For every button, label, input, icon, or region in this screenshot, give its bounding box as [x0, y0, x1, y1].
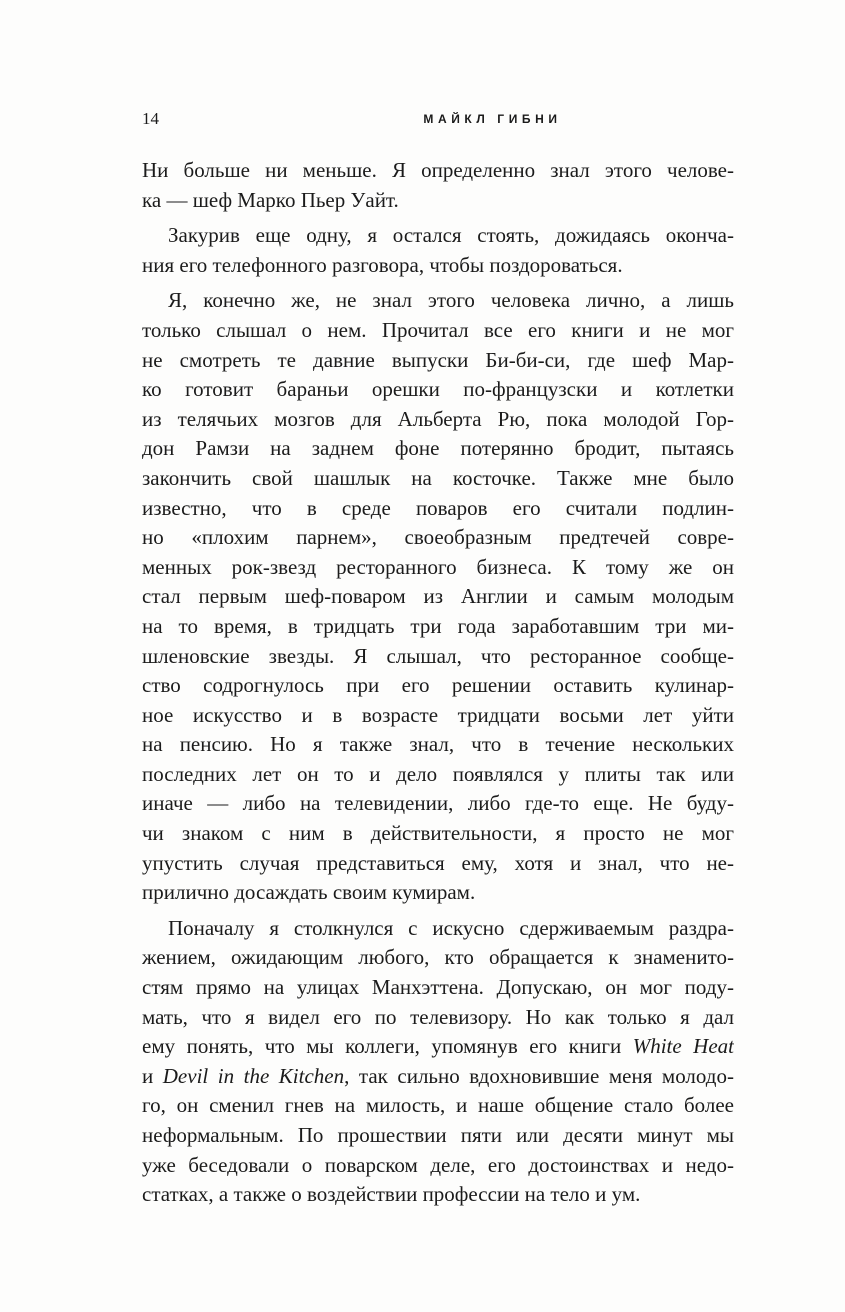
book-title-white-heat: White Heat [632, 1034, 734, 1059]
text-line: последних лет он то и дело появлялся у плиты так или [142, 761, 734, 786]
text-line: чи знаком с ним в действительности, я просто не мог [142, 821, 734, 846]
text-line: ство содрогнулось при его решении оставить кулинар- [142, 673, 734, 698]
text-line: уже беседовали о поварском деле, его достоинствах и недо- [142, 1152, 734, 1177]
text-line: но «плохим парнем», своеобразным предтечей совре- [142, 525, 734, 550]
body-text [142, 156, 734, 1210]
text-line: жением, ожидающим любого, кто обращается к знаменито- [142, 945, 734, 970]
text-line: Поначалу я столкнулся с искусно сдерживаемым раздра- [168, 915, 734, 940]
text-line [142, 1032, 734, 1062]
text-line: на то время, в тридцать три года заработавшим три ми- [142, 613, 734, 638]
text-line: из телячьих мозгов для Альберта Рю, пока молодой Гор- [142, 406, 734, 431]
text-line: закончить свой шашлык на косточке. Также мне было [142, 465, 734, 490]
text-line: прилично досаждать своим кумирам. [142, 880, 476, 905]
text-line [142, 1062, 734, 1092]
running-head [142, 109, 733, 133]
book-title-devil-in-the-kitchen: Devil in the Kitchen [162, 1063, 345, 1088]
text-line: на пенсию. Но я также знал, что в течение нескольких [142, 732, 734, 757]
text-line: Закурив еще одну, я остался стоять, дожидаясь оконча- [168, 223, 734, 248]
text-line: ное искусство и в возрасте тридцати восьми лет уйти [142, 702, 734, 727]
text-line: ния его телефонного разговора, чтобы поздороваться. [142, 252, 623, 277]
text-line: стям прямо на улицах Манхэттена. Допускаю, он мог поду- [142, 975, 734, 1000]
text-run: ему понять, что мы коллеги, упомянув его книги [142, 1034, 633, 1059]
text-line: Ни больше ни меньше. Я определенно знал этого челове- [142, 158, 734, 182]
text-line: стал первым шеф-поваром из Англии и самым молодым [142, 584, 734, 609]
text-line: упустить случая представиться ему, хотя и знал, что не- [142, 850, 734, 875]
text-line: Я, конечно же, не знал этого человека лично, а лишь [168, 288, 734, 313]
text-line: неформальным. По прошествии пяти или десяти минут мы [142, 1123, 734, 1147]
text-run: и [142, 1063, 163, 1088]
text-run: , так сильно вдохновившие меня молодо- [344, 1063, 734, 1088]
text-line: мать, что я видел его по телевизору. Но как только я дал [142, 1004, 734, 1029]
text-line: не смотреть те давние выпуски Би-би-си, где шеф Мар- [142, 347, 734, 372]
text-line: го, он сменил гнев на милость, и наше общение стало более [142, 1093, 734, 1118]
page-number: 14 [142, 109, 159, 128]
text-line: ко готовит бараньи орешки по-французски и котлетки [142, 377, 734, 402]
text-line: статках, а также о воздействии профессии на тело и ум. [142, 1182, 641, 1207]
text-line: шленовские звезды. Я слышал, что ресторанное сообще- [142, 643, 734, 668]
text-line: известно, что в среде поваров его считали подлин- [142, 495, 734, 520]
text-line: ка — шеф Марко Пьер Уайт. [142, 187, 399, 212]
text-line: иначе — либо на телевидении, либо где-то еще. Не буду- [142, 791, 734, 816]
text-line: дон Рамзи на заднем фоне потерянно бродит, пытаясь [142, 436, 734, 461]
text-line: только слышал о нем. Прочитал все его книги и не мог [142, 317, 734, 342]
running-head-author: МАЙКЛ ГИБНИ [423, 112, 562, 126]
text-line: менных рок-звезд ресторанного бизнеса. К тому же он [142, 554, 734, 579]
